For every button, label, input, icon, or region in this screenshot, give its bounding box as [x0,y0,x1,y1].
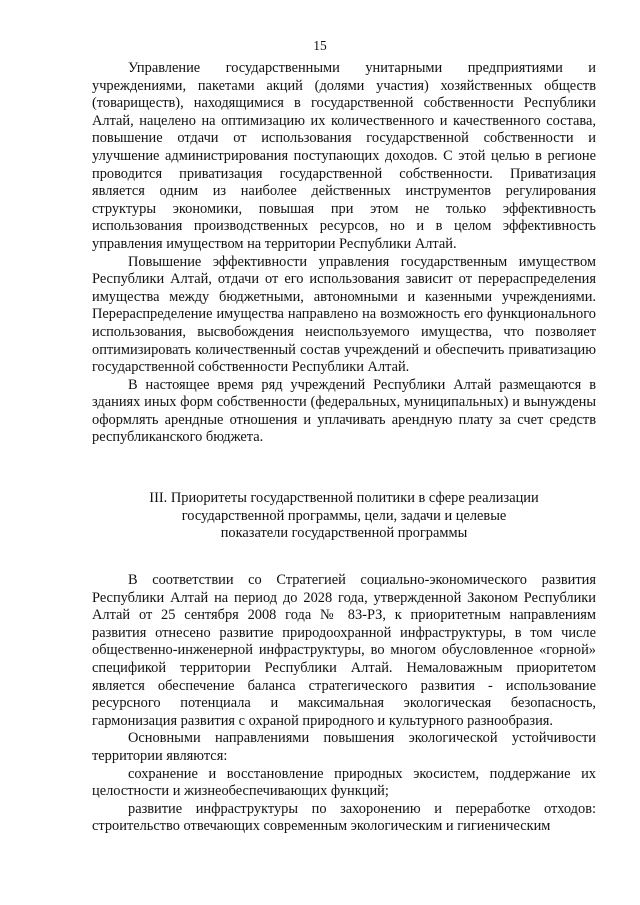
paragraph-rented-buildings: В настоящее время ряд учреждений Республики Алтай размещаются в зданиях иных форм собственности (федеральных, муниципальных) и вынуждены оформлять арендные отношения и уплачивать арендную плату за счет средств республиканского бюджета. [92,376,596,446]
body-text-top [92,60,596,447]
page-number: 15 [313,38,327,53]
body-text-bottom [92,572,596,836]
list-item-waste-infrastructure: развитие инфраструктуры по захоронению и переработке отходов: строительство отвечающих современным экологическим и гигиеническим [92,800,596,835]
heading-line-3: показатели государственной программы [220,525,468,542]
section-heading [92,490,596,543]
list-item-ecosystems: сохранение и восстановление природных экосистем, поддержание их целостности и жизнеобеспечивающих функций; [92,765,596,800]
paragraph-strategy: В соответствии со Стратегией социально-экономического развития Республики Алтай на период до 2028 года, утвержденной Законом Республики Алтай от 25 сентября 2008 года № 83-РЗ, к приоритетным направлениям развития отнесено развитие природоохранной инфраструктуры, в том числе общественно-инженерной инфраструктуры, во многом обусловленное «горной» спецификой территории Республики Алтай. Немаловажным приоритетом является обеспечение баланса стратегического развития - использование ресурсного потенциала и максимальная экологическая безопасность, гармонизация развития с охраной природного и культурного разнообразия. [92,572,596,729]
paragraph-directions-intro: Основными направлениями повышения экологической устойчивости территории являются: [92,730,596,764]
heading-line-1: III. Приоритеты государственной политики в сфере реализации [149,490,539,506]
paragraph-state-enterprises: Управление государственными унитарными предприятиями и учреждениями, пакетами акций (долями участия) хозяйственных обществ (товариществ), находящимися в государственной собственности Республики Алтай, нацелено на оптимизацию их количественного и качественного состава, повышение отдачи от использования государственной собственности и улучшение администрирования поступающих доходов. С этой целью в регионе проводится приватизация государственной собственности. Приватизация является одним из наиболее действенных инструментов регулирования структуры экономики, повышая при этом не только эффективность использования производственных ресурсов, но и в целом эффективность управления имуществом на территории Республики Алтай. [92,60,596,252]
heading-line-2: государственной программы, цели, задачи и целевые [181,507,507,524]
paragraph-property-efficiency: Повышение эффективности управления государственным имуществом Республики Алтай, отдачи от его использования зависит от перераспределения имущества между бюджетными, автономными и казенными учреждениями. Перераспределение имущества направлено на возможность его функционального использования, высвобождения неиспользуемого имущества, что позволяет оптимизировать количественный состав учреждений и обеспечить приватизацию государственной собственности Республики Алтай. [92,253,596,376]
